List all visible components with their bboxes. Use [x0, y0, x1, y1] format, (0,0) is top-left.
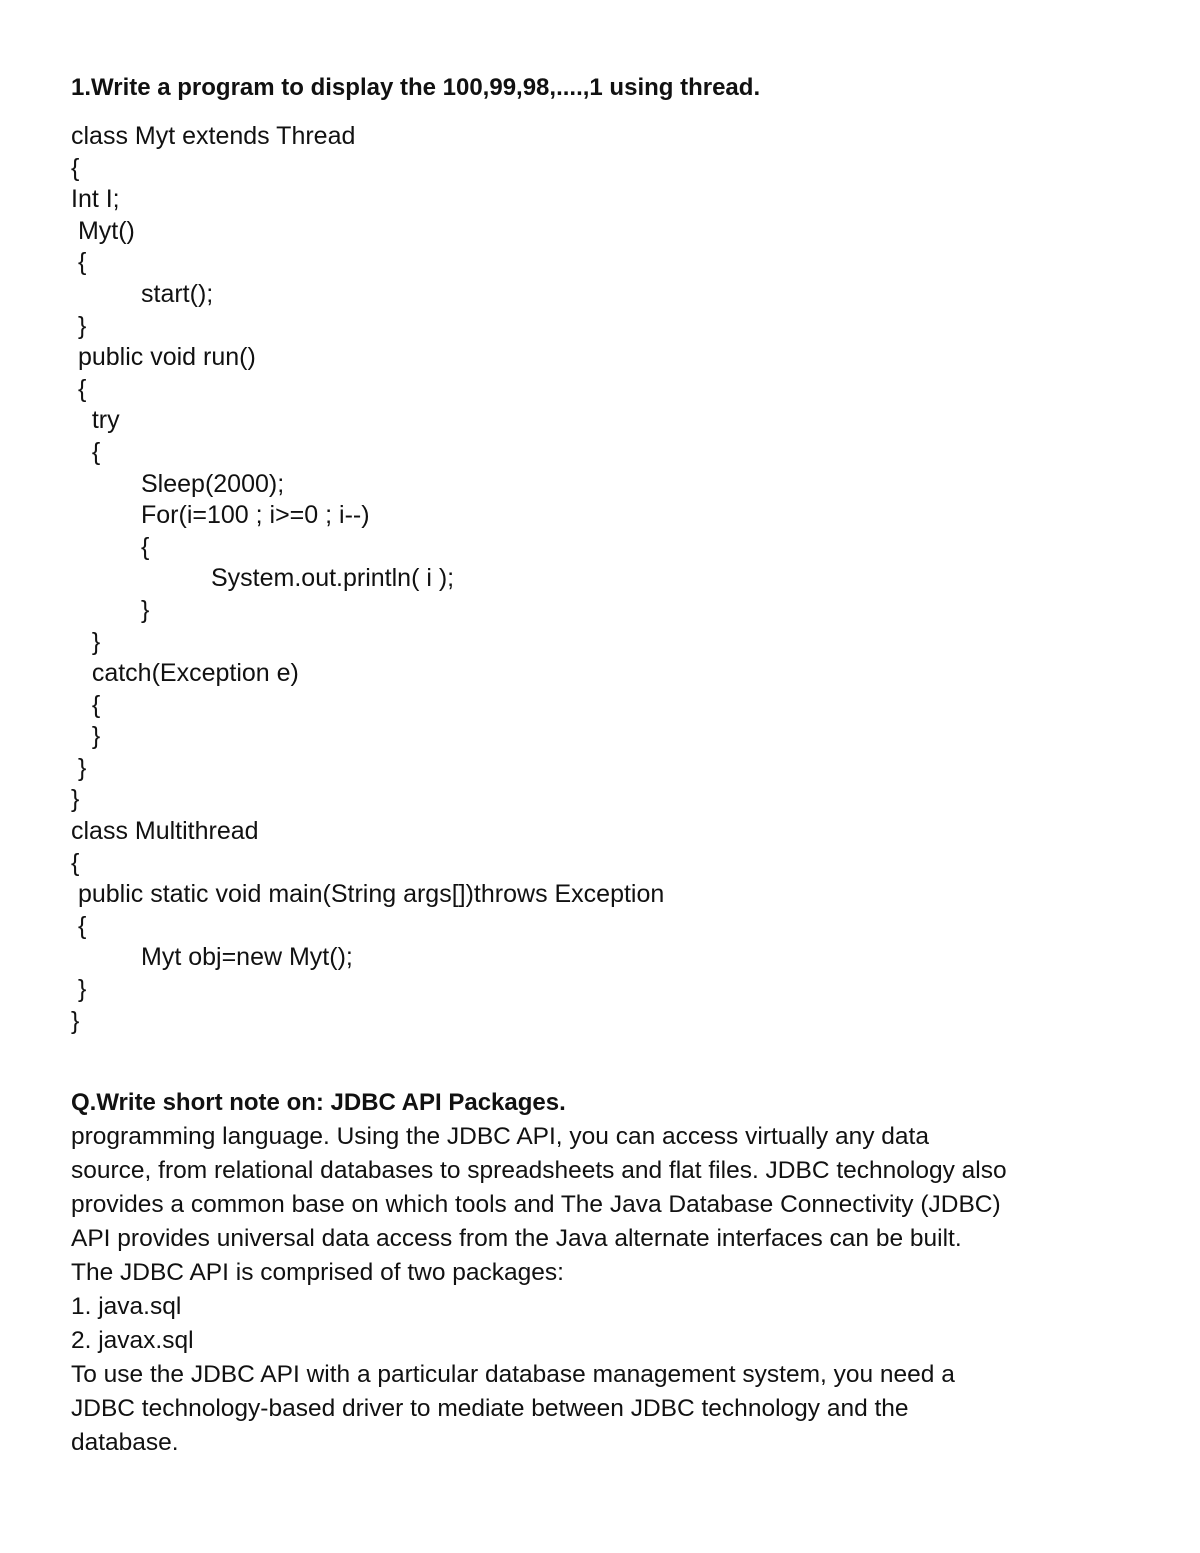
code-line: start(); — [141, 279, 214, 308]
code-line: } — [71, 627, 101, 656]
code-line: Myt() — [71, 216, 135, 245]
code-line: { — [71, 848, 80, 877]
code-line: public static void main(String args[])throws Exception — [71, 880, 665, 909]
note-line: programming language. Using the JDBC API, you can access virtually any data — [71, 1123, 929, 1150]
code-line: } — [71, 785, 80, 814]
note-line: 2. javax.sql — [71, 1327, 194, 1354]
note-line: The JDBC API is comprised of two packages: — [71, 1259, 564, 1286]
code-line: catch(Exception e) — [71, 659, 299, 688]
code-line: For(i=100 ; i>=0 ; i--) — [141, 501, 370, 530]
code-line: { — [71, 248, 87, 277]
code-line: { — [71, 690, 101, 719]
code-line: { — [71, 911, 87, 940]
code-line: } — [71, 753, 87, 782]
code-line: { — [71, 153, 80, 182]
code-line: { — [71, 374, 87, 403]
code-line: class Multithread — [71, 817, 259, 846]
note-line: JDBC technology-based driver to mediate between JDBC technology and the — [71, 1395, 909, 1422]
note-line: database. — [71, 1429, 179, 1456]
code-line: Myt obj=new Myt(); — [141, 943, 353, 972]
code-line: Int I; — [71, 185, 120, 214]
code-line: Sleep(2000); — [141, 469, 285, 498]
code-line: public void run() — [71, 343, 256, 372]
note-line: source, from relational databases to spreadsheets and flat files. JDBC technology also — [71, 1157, 1007, 1184]
code-line: } — [141, 595, 150, 624]
jdbc-note-text — [71, 1120, 1141, 1460]
code-line: { — [71, 437, 101, 466]
thread-program-code — [71, 121, 664, 1037]
note-line: 1. java.sql — [71, 1293, 182, 1320]
note-line: provides a common base on which tools and The Java Database Connectivity (JDBC) — [71, 1191, 1001, 1218]
code-line: } — [71, 1006, 80, 1035]
note-line: API provides universal data access from the Java alternate interfaces can be built. — [71, 1225, 962, 1252]
code-line: } — [71, 975, 87, 1004]
question-2-heading: Q.Write short note on: JDBC API Packages. — [71, 1089, 566, 1116]
code-line: System.out.println( i ); — [211, 564, 455, 593]
code-line: { — [141, 532, 150, 561]
code-line: } — [71, 722, 101, 751]
question-1-heading: 1.Write a program to display the 100,99,98,....,1 using thread. — [71, 74, 761, 101]
code-line: try — [71, 406, 120, 435]
code-line: class Myt extends Thread — [71, 122, 356, 150]
note-line: To use the JDBC API with a particular database management system, you need a — [71, 1361, 955, 1388]
code-line: } — [71, 311, 87, 340]
